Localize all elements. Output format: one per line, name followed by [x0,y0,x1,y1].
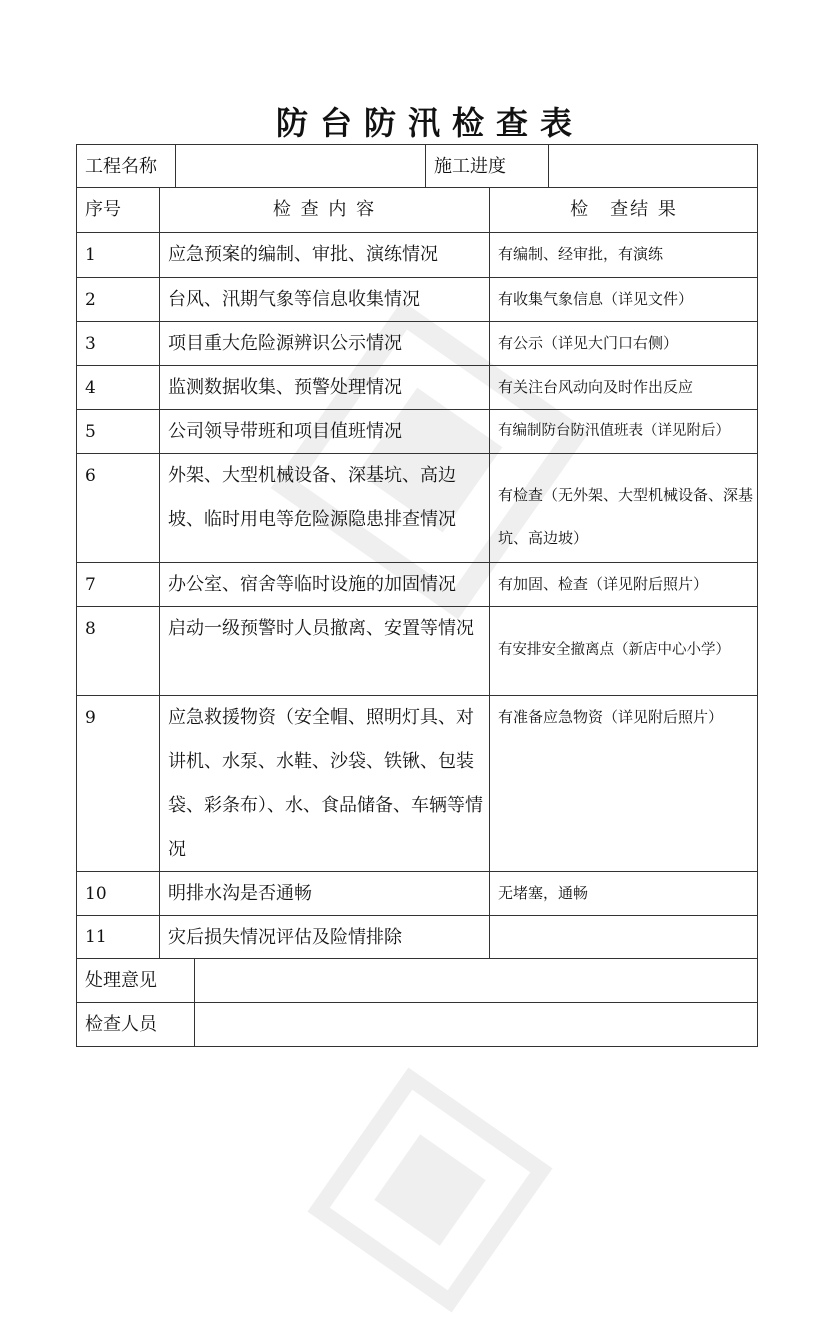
table-row [76,322,758,366]
row-content: 监测数据收集、预警处理情况 [168,377,402,398]
column-header-row [76,188,758,233]
table-row [76,872,758,916]
inspector-value[interactable] [195,1003,757,1046]
opinion-label: 处理意见 [85,970,157,991]
row-number: 8 [85,619,96,639]
progress-label: 施工进度 [434,156,506,177]
watermark-logo [291,1051,570,1329]
table-row [76,233,758,278]
progress-value[interactable] [549,145,757,187]
table-row [76,410,758,454]
row-content: 办公室、宿舍等临时设施的加固情况 [168,574,456,595]
row-result: 无堵塞，通畅 [498,884,589,902]
row-number: 6 [85,466,96,486]
table-row [76,696,758,872]
table-row [76,454,758,563]
row-content: 启动一级预警时人员撤离、安置等情况 [168,618,474,639]
row-result: 有准备应急物资（详见附后照片） [498,708,724,726]
row-number: 10 [85,884,107,904]
row-result[interactable] [490,916,758,958]
row-number: 2 [85,290,96,310]
row-content: 应急预案的编制、审批、演练情况 [168,244,438,265]
table-row [76,563,758,607]
inspector-row [76,1003,758,1047]
row-number: 7 [85,575,96,595]
project-name-value[interactable] [176,145,425,187]
opinion-value[interactable] [195,959,757,1002]
row-content: 台风、汛期气象等信息收集情况 [168,289,420,310]
table-row [76,366,758,410]
row-number: 3 [85,334,96,354]
row-number: 11 [85,927,107,947]
row-result: 有加固、检查（详见附后照片） [498,575,709,593]
col-header-content: 检 查 内 容 [272,199,377,220]
row-content: 明排水沟是否通畅 [168,883,312,904]
opinion-row [76,959,758,1003]
table-row [76,607,758,696]
row-content: 应急救援物资（安全帽、照明灯具、对讲机、水泵、水鞋、沙袋、铁锹、包装袋、彩条布）、水、食品储备、车辆等情况 [168,707,483,860]
table-row [76,278,758,322]
row-number: 4 [85,378,96,398]
row-content: 灾后损失情况评估及险情排除 [168,927,402,948]
row-result: 有关注台风动向及时作出反应 [498,378,694,396]
row-number: 5 [85,422,96,442]
col-header-num: 序号 [85,199,121,220]
inspector-label: 检查人员 [85,1014,157,1035]
row-result: 有收集气象信息（详见文件） [498,290,694,308]
row-content: 项目重大危险源辨识公示情况 [168,333,402,354]
row-content: 公司领导带班和项目值班情况 [168,421,402,442]
row-content: 外架、大型机械设备、深基坑、高边坡、临时用电等危险源隐患排查情况 [168,465,456,530]
project-name-label: 工程名称 [85,156,157,177]
row-result: 有公示（详见大门口右侧） [498,334,679,352]
row-number: 9 [85,708,96,728]
row-number: 1 [85,245,96,265]
page-title: 防台防汛检查表 [275,104,584,142]
table-row [76,916,758,959]
project-info-row [76,144,758,188]
row-result: 有安排安全撤离点（新店中心小学） [498,642,730,658]
row-result: 有检查（无外架、大型机械设备、深基坑、高边坡） [498,486,754,547]
row-result: 有编制、经审批，有演练 [498,245,664,263]
row-result: 有编制防台防汛值班表（详见附后） [498,423,730,439]
col-header-result: 检 查结 果 [570,199,678,220]
